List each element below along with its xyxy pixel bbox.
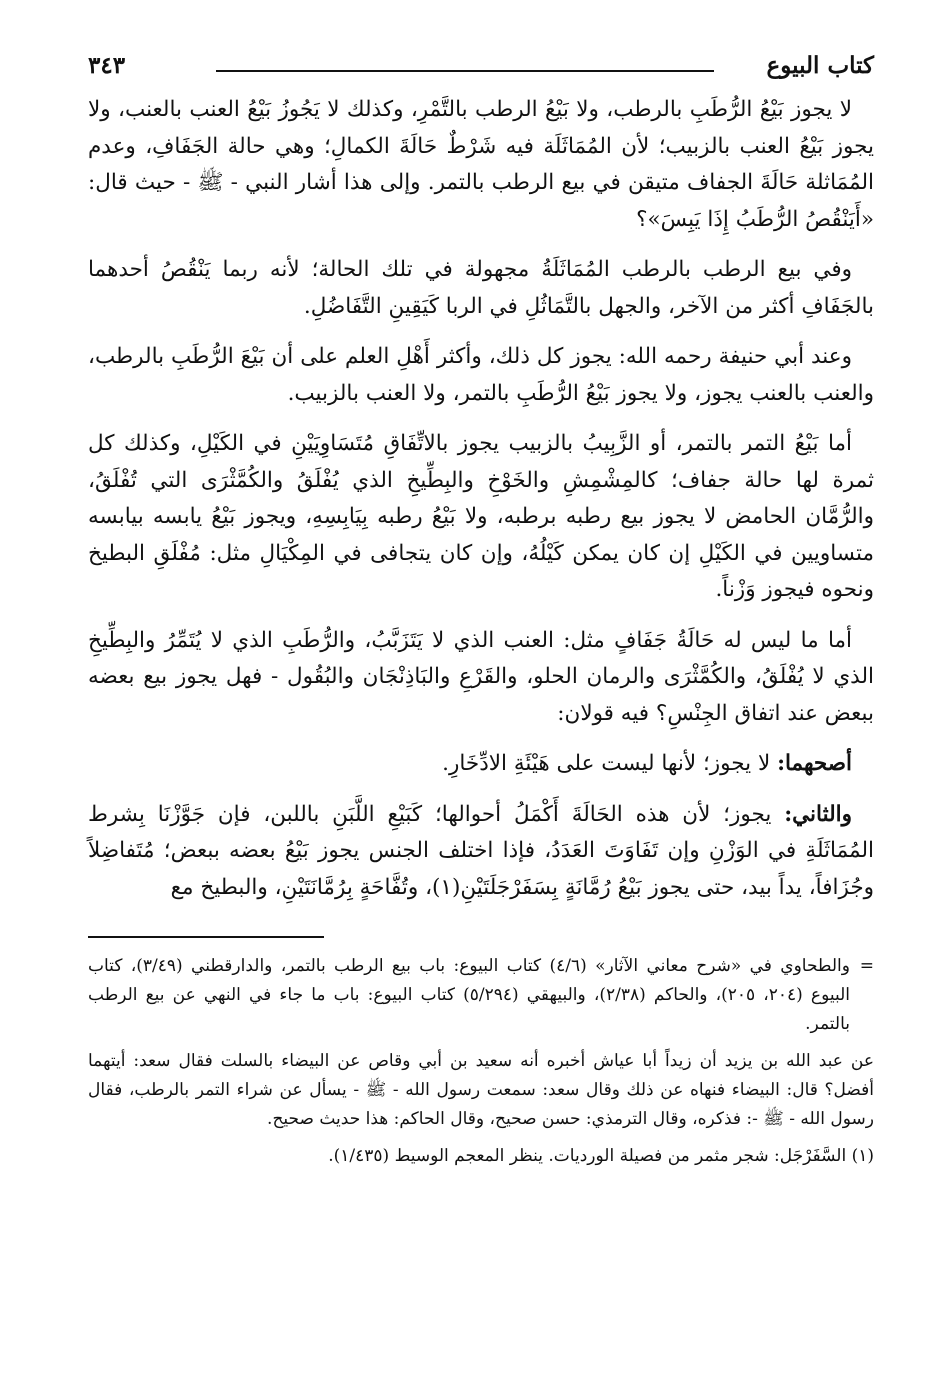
continuation-mark: = bbox=[859, 956, 874, 976]
paragraph: وفي بيع الرطب بالرطب المُمَاثَلَةُ مجهولة في تلك الحالة؛ لأنه ربما يَنْقُصُ أحدهما بالجَفَافِ أكثر من الآخر، والجهل بالتَّمَاثُلِ في الربا كَيَقِينِ التَّفَاضُلِ. bbox=[88, 257, 874, 319]
opinion-first bbox=[88, 746, 874, 783]
opinion-label: والثاني: bbox=[784, 801, 852, 827]
footnote-text: والطحاوي في «شرح معاني الآثار» (٤/٦) كتاب البيوع: باب بيع الرطب بالتمر، والدارقطني (٣/٤٩)، كتاب البيوع (٢٠٤، ٢٠٥)، والحاكم (٢/٣٨)، والبيهقي (٥/٢٩٤) كتاب البيوع: باب ما جاء في النهي عن بيع الرطب بالتمر. bbox=[88, 956, 851, 1034]
paragraph: وعند أبي حنيفة رحمه الله: يجوز كل ذلك، وأكثر أَهْلِ العلم على أن بَيْعَ الرُّطَبِ بالرطب، والعنب بالعنب يجوز، ولا يجوز بَيْعُ الرُّطَبِ بالتمر، ولا العنب بالزبيب. bbox=[88, 344, 874, 406]
page-header bbox=[88, 52, 874, 92]
paragraph: أما بَيْعُ التمر بالتمر، أو الزَّبِيبُ بالزبيب يجوز بالاتِّفَاقِ مُتَسَاوِيَيْنِ في الكَيْلِ، وكذلك كل ثمرة لها حالة جفاف؛ كالمِشْمِشِ والخَوْخِ والبِطِّيخِ الذي يُفْلَقُ والكُمَّثْرَى التي تُفْلَقُ، والرُّمَّان الحامض لا يجوز بيع رطبه برطبه، ولا بَيْعُ رطبه بِيَابِسِهِ، ويجوز بَيْعُ يابسه بيابسه متساويين في الكَيْلِ إن كان يمكن كَيْلُهُ، وإن كان يتجافى في المِكْيَالِ مثل: مُفْلَقِ البطيخ ونحوه فيجوز وَزْناً. bbox=[88, 431, 874, 602]
paragraph: لا يجوز بَيْعُ الرُّطَبِ بالرطب، ولا بَيْعُ الرطب بالتَّمْرِ، وكذلك لا يَجُوزُ بَيْعُ العنب بالعنب، ولا يجوز بَيْعُ العنب بالزبيب؛ لأن المُمَاثَلَة فيه شَرْطٌ حَالَةَ الكمالِ؛ وهي حالة الجَفَافِ، وعدم المُمَاثلة حَالَةَ الجفاف متيقن في بيع الرطب بالتمر. وإلى هذا أشار النبي - ﷺ - حيث قال: «أَيَنْقُصُ الرُّطَبُ إِذَا يَبِسَ»؟ bbox=[88, 97, 874, 232]
opinion-label: أصحهما: bbox=[777, 751, 852, 776]
page-number: ٣٤٣ bbox=[88, 52, 126, 79]
footnotes bbox=[88, 952, 874, 1171]
running-title: كتاب البيوع bbox=[766, 52, 874, 79]
paragraph: أما ما ليس له حَالَةُ جَفَافٍ مثل: العنب الذي لا يَتَزَبَّبُ، والرُّطَبِ الذي لا يُتَمِّرُ والبِطِّيخِ الذي لا يُفْلَقُ، والكُمَّثْرَى والرمان الحلو، والقَرْعِ والبَاذِنْجَان والبُقُول - فهل يجوز بيع بعضه ببعض عند اتفاق الجِنْسِ؟ فيه قولان: bbox=[88, 627, 874, 726]
header-rule bbox=[216, 70, 714, 72]
opinion-second bbox=[88, 797, 874, 907]
footnote-1: (١) السَّفَرْجَل: شجر مثمر من فصيلة الورديات. ينظر المعجم الوسيط (١/٤٣٥). bbox=[328, 1146, 874, 1166]
footnote-continuation bbox=[88, 952, 874, 1039]
opinion-text: لا يجوز؛ لأنها ليست على هَيْئَةِ الادِّخَارِ. bbox=[442, 751, 778, 776]
footnote-divider bbox=[88, 936, 324, 938]
main-text bbox=[88, 92, 874, 906]
opinion-text: يجوز؛ لأن هذه الحَالَةَ أَكْمَلُ أحوالها؛ كَبَيْعِ اللَّبَنِ باللبن، فإن جَوَّزْنَا بِشرط المُمَاثَلَةِ في الوَزْنِ وإن تَفَاوَتَ العَدَدُ، فإذا اختلف الجنس يجوز بَيْعُ بعضه ببعض؛ مُتَفاضِلاً وجُزَافاً، يداً بيد، حتى يجوز بَيْعُ رُمَّانَةٍ بِسَفَرْجَلَتَيْنِ(١)، وتُفَّاحَةٍ بِرُمَّانَتَيْنِ، والبطيخ مع bbox=[88, 801, 874, 900]
footnote-hadith: عن عبد الله بن يزيد أن زيداً أبا عياش أخبره أنه سعيد بن أبي وقاص عن البيضاء بالسلت فقال سعد: أيتهما أفضل؟ قال: البيضاء فنهاه عن ذلك وقال سعد: سمعت رسول الله - ﷺ - يسأل عن شراء التمر بالرطب، فقال رسول الله - ﷺ -: فذكره، وقال الترمذي: حسن صحيح، وقال الحاكم: هذا حديث صحيح. bbox=[88, 1051, 874, 1129]
book-page bbox=[88, 52, 874, 1352]
